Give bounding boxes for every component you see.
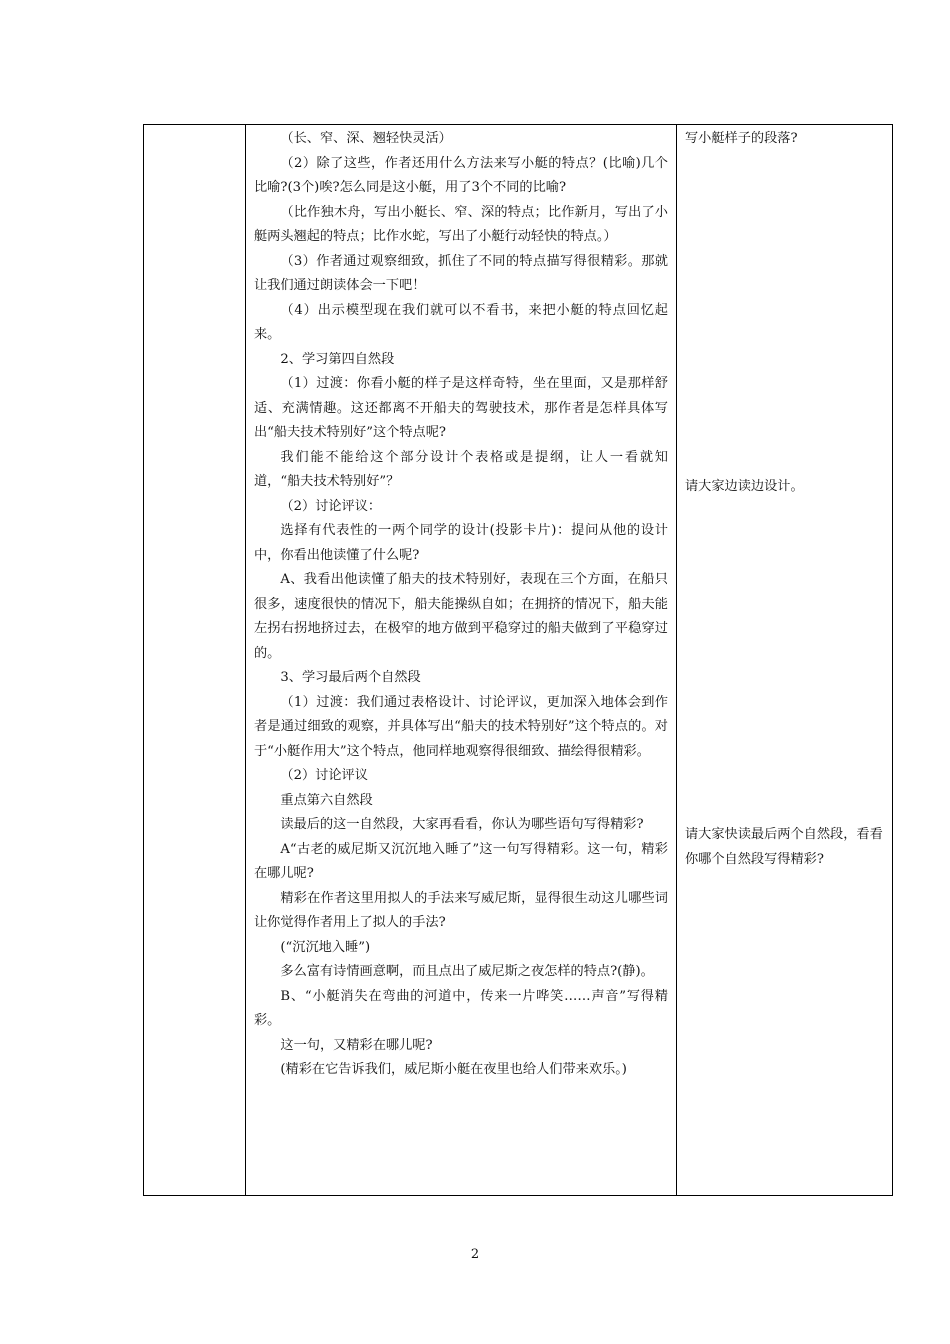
- paragraph: （1）过渡：我们通过表格设计、讨论评议，更加深入地体会到作者是通过细致的观察，并具体写出“船夫的技术特别好”这个特点的。对于“小艇作用大”这个特点，他同样地观察得很细致、描绘得很精彩。: [254, 694, 668, 759]
- paragraph: (“沉沉地入睡”): [280, 939, 371, 955]
- paragraph: （2）讨论评议: [280, 768, 368, 783]
- paragraph: (精彩在它告诉我们，威尼斯小艇在夜里也给人们带来欢乐。): [280, 1062, 627, 1077]
- left-blank-cell: [144, 125, 246, 1196]
- paragraph: （比作独木舟，写出小艇长、窄、深的特点；比作新月，写出了小艇两头翘起的特点；比作水蛇，写出了小艇行动轻快的特点。）: [254, 204, 668, 244]
- teaching-process-cell: [246, 125, 677, 1196]
- note: 写小艇样子的段落?: [685, 131, 798, 146]
- note: 请大家边读边设计。: [685, 479, 804, 494]
- paragraph: 精彩在作者这里用拟人的手法来写威尼斯，显得很生动这儿哪些词让你觉得作者用上了拟人的手法?: [254, 890, 668, 930]
- paragraph: 我们能不能给这个部分设计个表格或是提纲，让人一看就知道，“船夫技术特别好”？: [254, 449, 668, 489]
- page-number: 2: [470, 1247, 480, 1262]
- paragraph: 多么富有诗情画意啊，而且点出了威尼斯之夜怎样的特点?(静)。: [280, 964, 654, 979]
- paragraph: 选择有代表性的一两个同学的设计(投影卡片)：提问从他的设计中，你看出他读懂了什么呢?: [254, 523, 668, 563]
- section-heading: 3、学习最后两个自然段: [280, 670, 421, 685]
- paragraph: 这一句，又精彩在哪儿呢?: [280, 1037, 433, 1053]
- table-row: [144, 125, 893, 1196]
- paragraph: A、我看出他读懂了船夫的技术特别好，表现在三个方面，在船只很多，速度很快的情况下，船夫能操纵自如；在拥挤的情况下，船夫能左拐右拐地挤过去，在极窄的地方做到平稳穿过的船夫做到了平稳穿过的。: [254, 572, 668, 661]
- paragraph: （2）除了这些，作者还用什么方法来写小艇的特点？(比喻)几个比喻?(3个)唉?怎么同是这小艇，用了3个不同的比喻?: [254, 155, 668, 195]
- paragraph: （2）讨论评议：: [280, 498, 382, 514]
- paragraph: （4）出示模型现在我们就可以不看书，来把小艇的特点回忆起来。: [254, 302, 668, 342]
- paragraph: （3）作者通过观察细致，抓住了不同的特点描写得很精彩。那就让我们通过朗读体会一下吧！: [254, 253, 668, 293]
- lesson-plan-table: [143, 124, 893, 1196]
- paragraph: 重点第六自然段: [280, 792, 373, 808]
- paragraph: （长、窄、深、翘轻快灵活）: [280, 131, 452, 146]
- section-heading: 2、学习第四自然段: [280, 351, 395, 367]
- notes-cell: [677, 125, 893, 1196]
- paragraph: （1）过渡：你看小艇的样子是这样奇特，坐在里面，又是那样舒适、充满情趣。这还都离不开船夫的驾驶技术，那作者是怎样具体写出“船夫技术特别好”这个特点呢?: [254, 376, 668, 440]
- paragraph: 读最后的这一自然段，大家再看看，你认为哪些语句写得精彩?: [280, 817, 644, 832]
- paragraph: B、“小艇消失在弯曲的河道中，传来一片哗笑……声音”写得精彩。: [254, 988, 668, 1028]
- note: 请大家快读最后两个自然段，看看你哪个自然段写得精彩?: [685, 827, 883, 867]
- paragraph: A“古老的威尼斯又沉沉地入睡了”这一句写得精彩。这一句，精彩在哪儿呢?: [254, 841, 668, 881]
